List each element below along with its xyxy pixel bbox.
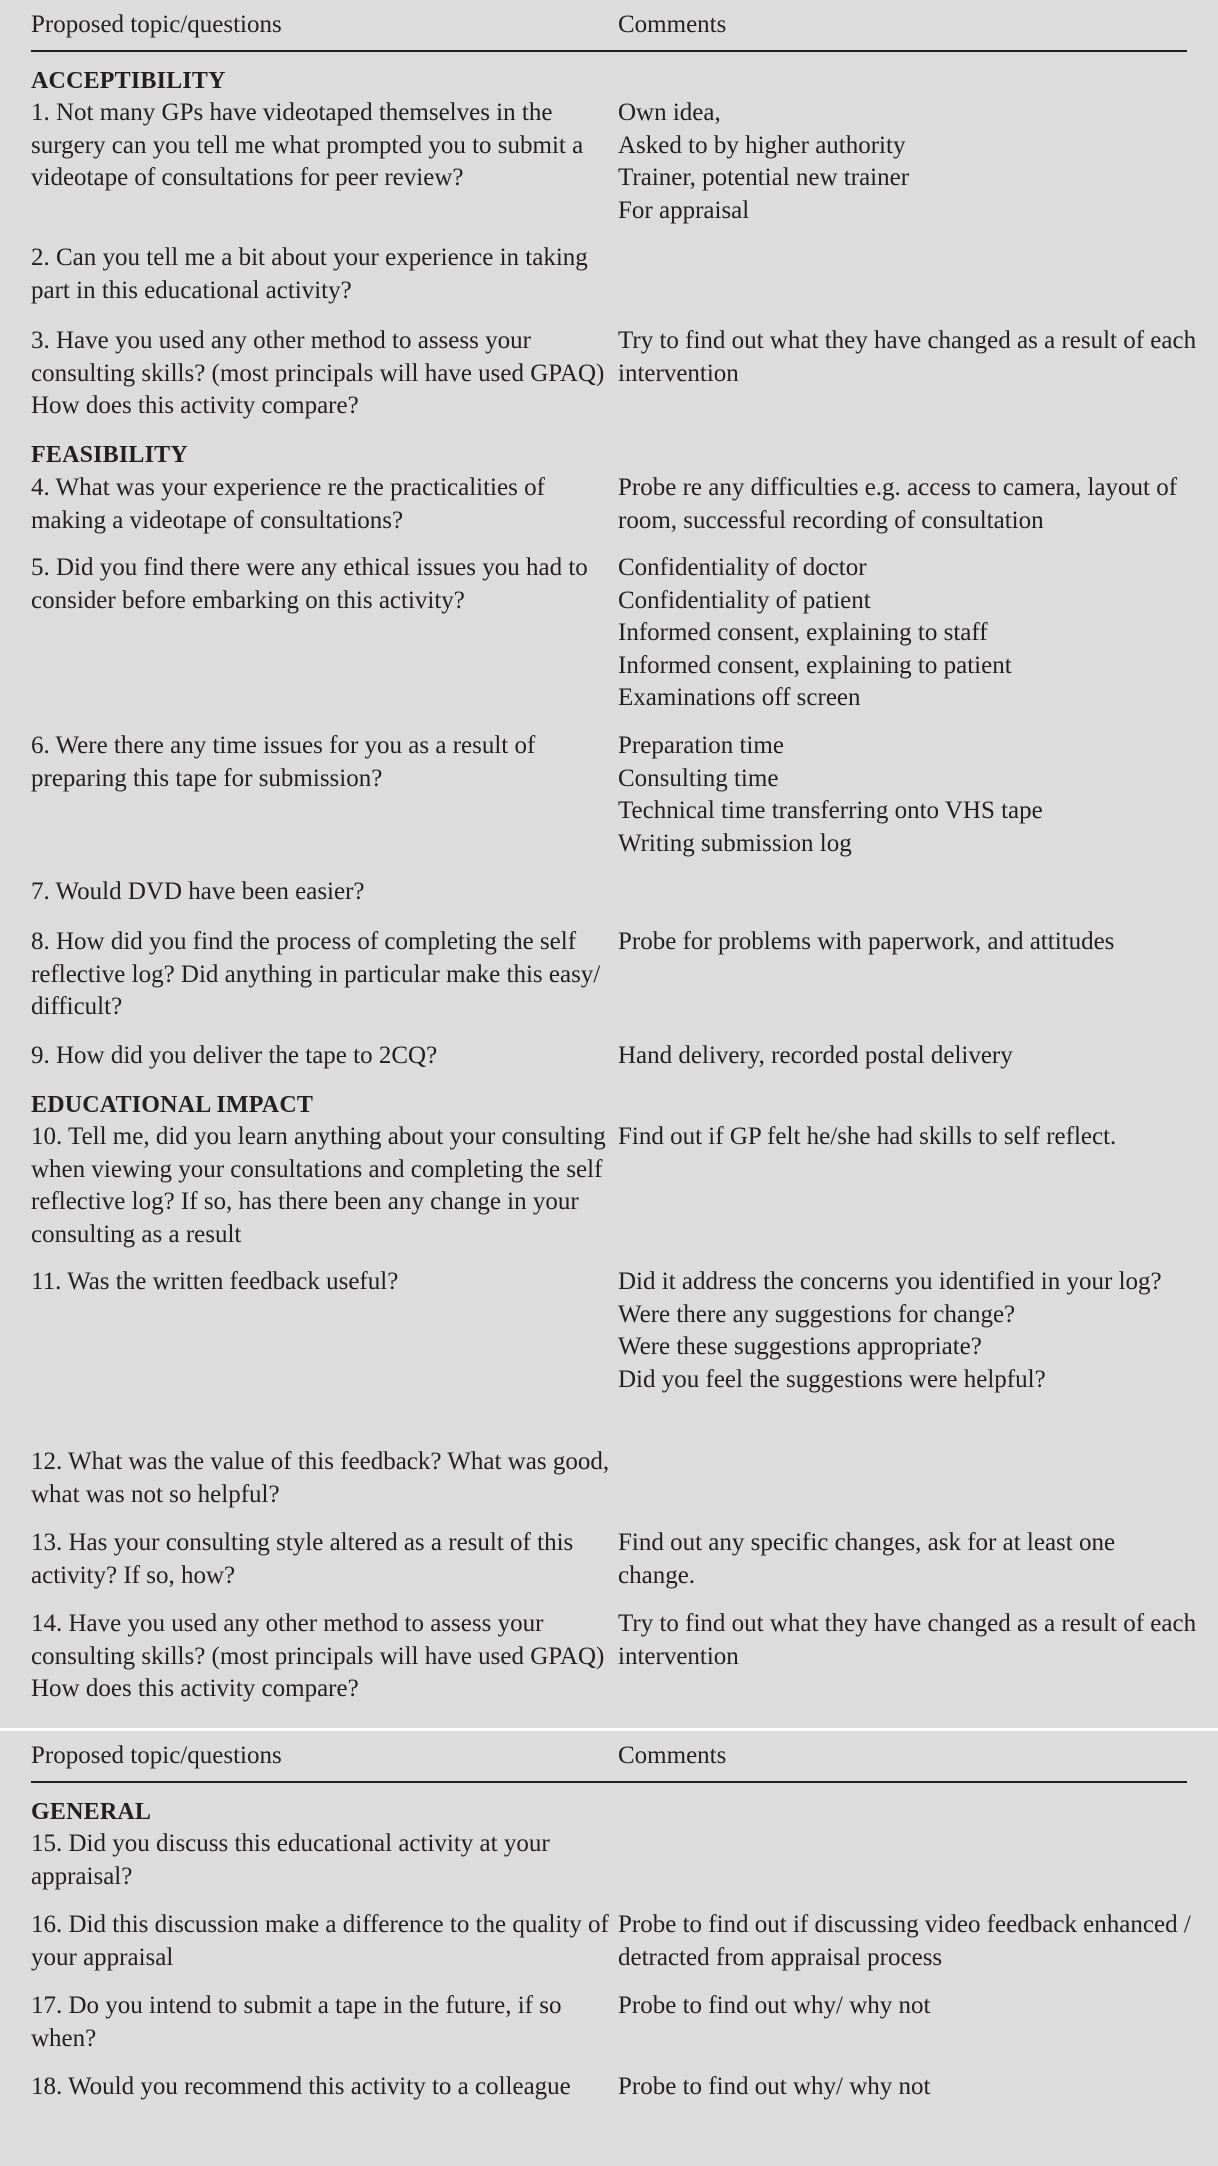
comment-16: Probe to find out if discussing video feedback enhanced / detracted from appraisal process — [618, 1911, 1191, 1971]
question-10: 10. Tell me, did you learn anything about your consulting when viewing your consultations and completing the self reflective log? If so, has there been any change in your consulting as a result — [31, 1123, 606, 1248]
comment-10: Find out if GP felt he/she had skills to self reflect. — [618, 1123, 1117, 1150]
header-questions: Proposed topic/questions — [31, 11, 282, 38]
question-14: 14. Have you used any other method to assess your consulting skills? (most principals will have used GPAQ) How does this activity compare? — [31, 1610, 605, 1702]
header-comments-2: Comments — [618, 1742, 727, 1769]
section-acceptibility: ACCEPTIBILITY — [31, 68, 226, 94]
header-rule — [31, 50, 1187, 52]
question-15: 15. Did you discuss this educational activity at your appraisal? — [31, 1830, 550, 1890]
question-16: 16. Did this discussion make a difference to the quality of your appraisal — [31, 1911, 609, 1971]
comment-9: Hand delivery, recorded postal delivery — [618, 1042, 1013, 1069]
comment-5: Confidentiality of doctor Confidentiality of patient Informed consent, explaining to staff Informed consent, explaining to patient Examinations off screen — [618, 554, 1012, 711]
question-12: 12. What was the value of this feedback? What was good, what was not so helpful? — [31, 1448, 610, 1508]
comment-8: Probe for problems with paperwork, and attitudes — [618, 928, 1115, 955]
section-feasibility: FEASIBILITY — [31, 442, 188, 468]
question-4: 4. What was your experience re the practicalities of making a videotape of consultations? — [31, 474, 545, 534]
question-2: 2. Can you tell me a bit about your experience in taking part in this educational activity? — [31, 244, 588, 304]
header-comments: Comments — [618, 11, 727, 38]
comment-1: Own idea, Asked to by higher authority Trainer, potential new trainer For appraisal — [618, 99, 910, 224]
question-13: 13. Has your consulting style altered as a result of this activity? If so, how? — [31, 1529, 574, 1589]
question-6: 6. Were there any time issues for you as a result of preparing this tape for submission? — [31, 732, 536, 792]
comment-14: Try to find out what they have changed as a result of each intervention — [618, 1610, 1197, 1670]
comment-6: Preparation time Consulting time Technical time transferring onto VHS tape Writing submission log — [618, 732, 1043, 857]
comment-18: Probe to find out why/ why not — [618, 2073, 931, 2100]
question-5: 5. Did you find there were any ethical issues you had to consider before embarking on this activity? — [31, 554, 588, 614]
comment-3: Try to find out what they have changed as a result of each intervention — [618, 327, 1197, 387]
question-17: 17. Do you intend to submit a tape in the future, if so when? — [31, 1992, 562, 2052]
section-educational-impact: EDUCATIONAL IMPACT — [31, 1092, 314, 1118]
question-3: 3. Have you used any other method to assess your consulting skills? (most principals will have used GPAQ) How does this activity compare? — [31, 327, 605, 419]
question-18: 18. Would you recommend this activity to a colleague — [31, 2073, 571, 2100]
question-9: 9. How did you deliver the tape to 2CQ? — [31, 1042, 438, 1069]
header-rule-2 — [31, 1781, 1187, 1783]
section-general: GENERAL — [31, 1799, 152, 1825]
interview-table-part-2 — [0, 1731, 1218, 2166]
question-7: 7. Would DVD have been easier? — [31, 878, 365, 905]
comment-13: Find out any specific changes, ask for at least one change. — [618, 1529, 1116, 1589]
comment-17: Probe to find out why/ why not — [618, 1992, 931, 2019]
question-1: 1. Not many GPs have videotaped themselves in the surgery can you tell me what prompted you to submit a videotape of consultations for peer review? — [31, 99, 584, 191]
header-questions-2: Proposed topic/questions — [31, 1742, 282, 1769]
comment-11: Did it address the concerns you identified in your log? Were there any suggestions for change? Were these suggestions appropriate? Did you feel the suggestions were helpful? — [618, 1268, 1162, 1393]
question-11: 11. Was the written feedback useful? — [31, 1268, 399, 1295]
comment-4: Probe re any difficulties e.g. access to camera, layout of room, successful recording of consultation — [618, 474, 1178, 534]
question-8: 8. How did you find the process of completing the self reflective log? Did anything in particular make this easy/ difficult? — [31, 928, 601, 1020]
